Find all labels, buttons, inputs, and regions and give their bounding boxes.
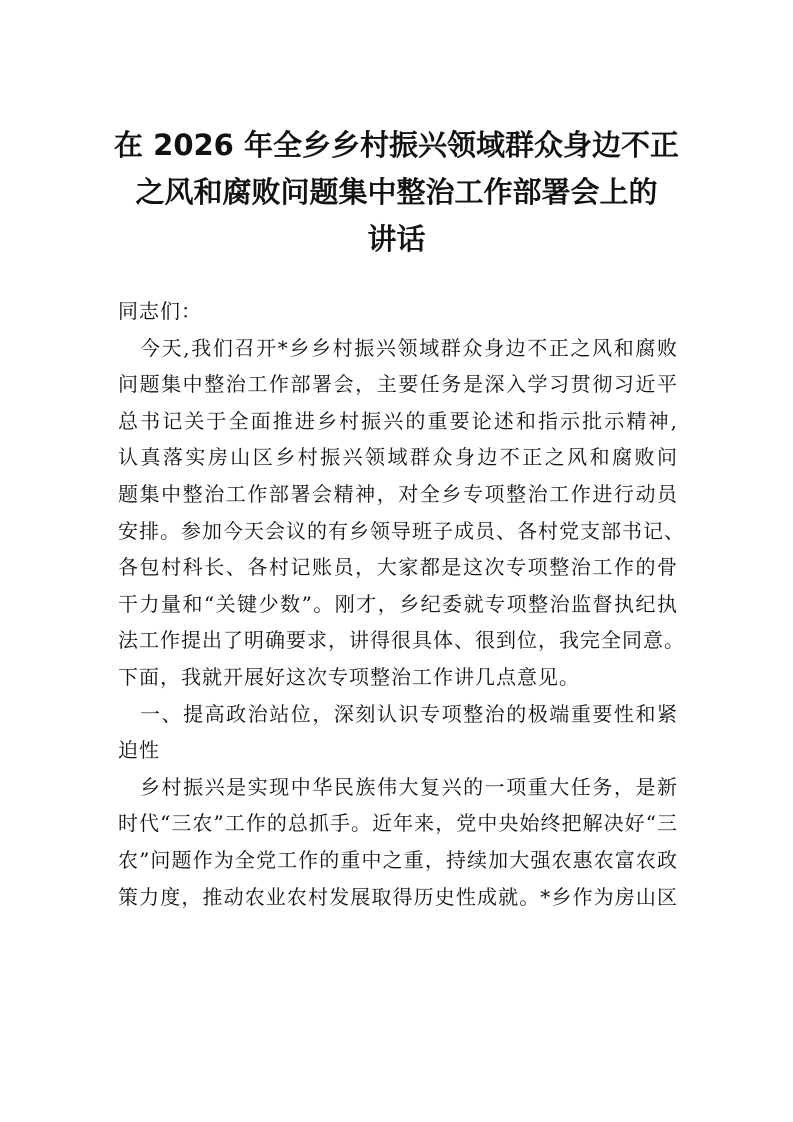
document-title xyxy=(110,122,683,263)
body-line: 今天,我们召开*乡乡村振兴领域群众身边不正之风和腐败 xyxy=(140,335,678,360)
document-body xyxy=(118,293,685,915)
body-line: 总书记关于全面推进乡村振兴的重要论述和指示批示精神, xyxy=(118,408,678,433)
salutation: 同志们： xyxy=(118,299,202,323)
title-line-1: 在 2026 年全乡乡村振兴领域群众身边不正 xyxy=(114,128,679,162)
body-line: 乡村振兴是实现中华民族伟大复兴的一项重大任务，是新 xyxy=(140,774,678,799)
body-line: 各包村科长、各村记账员，大家都是这次专项整治工作的骨 xyxy=(118,555,678,580)
section-heading-line: 迫性 xyxy=(118,738,160,763)
body-line: 干力量和“关键少数”。刚才，乡纪委就专项整治监督执纪执 xyxy=(118,591,678,616)
body-line: 法工作提出了明确要求，讲得很具体、很到位，我完全同意。 xyxy=(118,628,685,653)
title-line-2: 之风和腐败问题集中整治工作部署会上的 xyxy=(135,175,658,209)
body-line: 问题集中整治工作部署会，主要任务是深入学习贯彻习近平 xyxy=(118,372,678,397)
title-line-3: 讲话 xyxy=(367,222,426,256)
body-line: 认真落实房山区乡村振兴领域群众身边不正之风和腐败问 xyxy=(118,445,678,470)
body-line: 题集中整治工作部署会精神，对全乡专项整治工作进行动员 xyxy=(118,481,678,506)
body-line: 策力度，推动农业农村发展取得历史性成就。*乡作为房山区 xyxy=(118,884,678,909)
body-line: 下面，我就开展好这次专项整治工作讲几点意见。 xyxy=(118,664,580,689)
section-heading-line: 一、提高政治站位，深刻认识专项整治的极端重要性和紧 xyxy=(140,701,678,726)
body-line: 时代“三农”工作的总抓手。近年来，党中央始终把解决好“三 xyxy=(118,811,678,836)
body-line: 农”问题作为全党工作的重中之重，持续加大强农惠农富农政 xyxy=(118,847,678,872)
body-line: 安排。参加今天会议的有乡领导班子成员、各村党支部书记、 xyxy=(118,518,685,543)
